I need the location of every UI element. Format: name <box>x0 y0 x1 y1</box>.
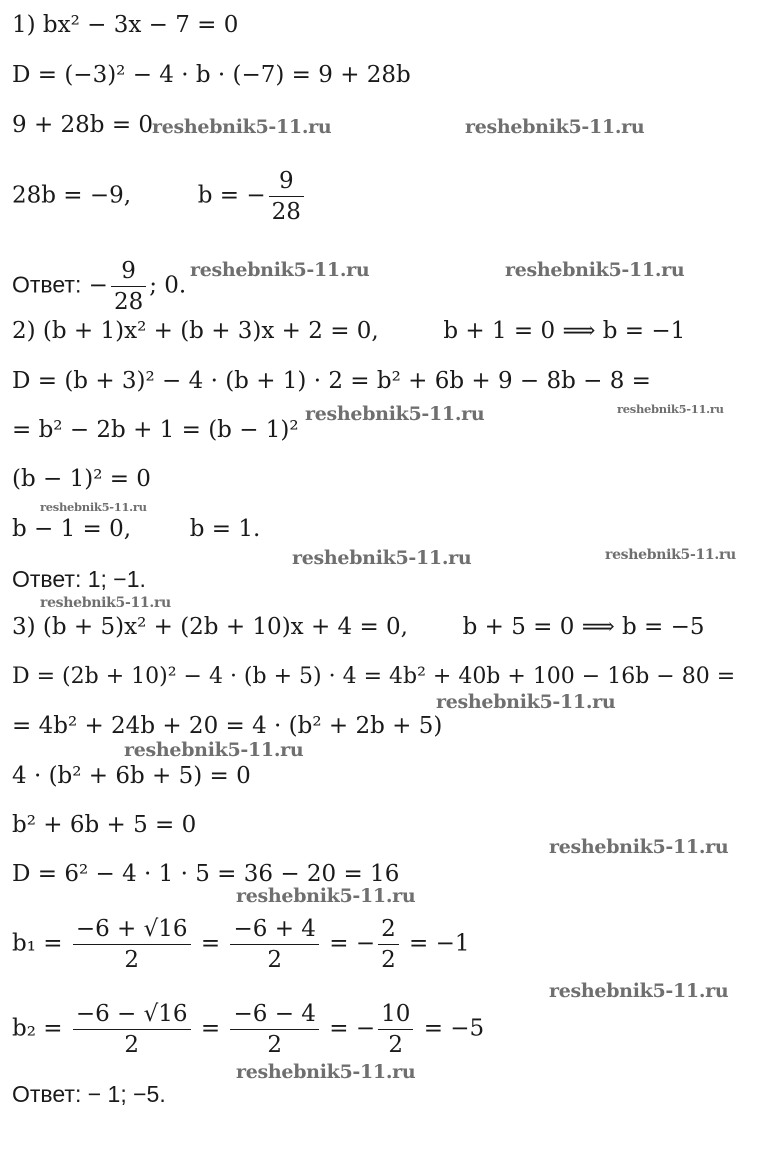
s2-solve-b: b = 1. <box>189 516 261 542</box>
s1-fraction <box>269 166 304 227</box>
s3-b1-row <box>12 914 470 975</box>
s3-b1-den2: 2 <box>267 947 283 973</box>
s3-b1-den1: 2 <box>124 947 140 973</box>
s2-equation <box>12 316 685 346</box>
s2-eq-case: b + 1 = 0 ⟹ b = −1 <box>443 318 686 344</box>
s3-b2-den1: 2 <box>124 1032 140 1058</box>
s2-answer: Ответ: 1; −1. <box>12 566 146 592</box>
s3-quadratic: b² + 6b + 5 = 0 <box>12 812 197 838</box>
watermark: reshebnik5-11.ru <box>236 885 416 907</box>
s1-answer <box>12 256 186 317</box>
s1-answer-neg: − <box>88 272 108 299</box>
s2-eq-main: 2) (b + 1)x² + (b + 3)x + 2 = 0, <box>12 318 379 344</box>
s3-eq-case: b + 5 = 0 ⟹ b = −5 <box>462 614 705 640</box>
watermark: reshebnik5-11.ru <box>436 691 616 713</box>
s3-b2-num2: −6 − 4 <box>230 999 318 1030</box>
s3-b2-den2: 2 <box>267 1032 283 1058</box>
s1-frac-den: 28 <box>271 199 301 225</box>
s1-zero: 9 + 28b = 0 <box>12 112 154 138</box>
s3-b2-den3: 2 <box>388 1032 404 1058</box>
s3-b2-frac2 <box>230 999 318 1060</box>
s3-b1-frac3 <box>378 914 399 975</box>
watermark: reshebnik5-11.ru <box>40 500 147 514</box>
s3-b2-eq2: = <box>200 1015 221 1042</box>
s3-b2-row <box>12 999 484 1060</box>
s1-answer-fraction <box>111 256 146 317</box>
s1-equation: 1) bx² − 3x − 7 = 0 <box>12 12 239 38</box>
s2-discriminant-cont: = b² − 2b + 1 = (b − 1)² <box>12 417 299 443</box>
s3-answer: Ответ: − 1; −5. <box>12 1081 166 1107</box>
s3-b1-num3: 2 <box>378 914 399 945</box>
s1-frac-num: 9 <box>269 166 304 197</box>
watermark: reshebnik5-11.ru <box>549 980 729 1002</box>
s1-answer-label: Ответ: <box>12 271 82 298</box>
s3-b1-num2: −6 + 4 <box>230 914 318 945</box>
watermark: reshebnik5-11.ru <box>236 1061 416 1083</box>
s3-b1-result: = −1 <box>409 930 470 957</box>
s3-b1-eq2: = <box>200 930 221 957</box>
watermark: reshebnik5-11.ru <box>190 259 370 281</box>
s3-b1-lhs: b₁ = <box>12 930 63 957</box>
s3-b2-frac3 <box>378 999 413 1060</box>
s3-b2-num1: −6 − √16 <box>73 999 191 1030</box>
watermark: reshebnik5-11.ru <box>124 739 304 761</box>
s3-b1-num1: −6 + √16 <box>73 914 191 945</box>
s1-solve-b: b = − <box>197 182 266 209</box>
s1-answer-tail: ; 0. <box>149 272 187 299</box>
s3-discriminant-2: D = 6² − 4 · 1 · 5 = 36 − 20 = 16 <box>12 861 400 887</box>
s3-b1-frac2 <box>230 914 318 975</box>
s3-b2-frac1 <box>73 999 191 1060</box>
s2-solve-lhs: b − 1 = 0, <box>12 516 132 542</box>
s3-discriminant-cont: = 4b² + 24b + 20 = 4 · (b² + 2b + 5) <box>12 713 443 739</box>
watermark: reshebnik5-11.ru <box>605 547 736 563</box>
watermark: reshebnik5-11.ru <box>40 595 171 611</box>
watermark: reshebnik5-11.ru <box>505 259 685 281</box>
s2-discriminant: D = (b + 3)² − 4 · (b + 1) · 2 = b² + 6b + 9 − 8b − 8 = <box>12 368 651 394</box>
watermark: reshebnik5-11.ru <box>549 836 729 858</box>
s3-factored: 4 · (b² + 6b + 5) = 0 <box>12 763 251 789</box>
s3-b2-num3: 10 <box>378 999 413 1030</box>
s3-eq-main: 3) (b + 5)x² + (2b + 10)x + 4 = 0, <box>12 614 408 640</box>
s3-b2-result: = −5 <box>423 1015 485 1042</box>
s1-answer-frac-num: 9 <box>111 256 146 287</box>
s3-b2-lhs: b₂ = <box>12 1015 63 1042</box>
watermark: reshebnik5-11.ru <box>617 402 724 416</box>
s3-b1-den3: 2 <box>381 947 396 973</box>
watermark: reshebnik5-11.ru <box>465 116 645 138</box>
watermark: reshebnik5-11.ru <box>152 116 332 138</box>
watermark: reshebnik5-11.ru <box>305 403 485 425</box>
s2-solve <box>12 514 260 544</box>
s3-discriminant: D = (2b + 10)² − 4 · (b + 5) · 4 = 4b² + 40b + 100 − 16b − 80 = <box>12 664 736 689</box>
s1-discriminant: D = (−3)² − 4 · b · (−7) = 9 + 28b <box>12 62 411 88</box>
s1-solve-lhs: 28b = −9, <box>12 182 132 209</box>
watermark: reshebnik5-11.ru <box>292 547 472 569</box>
s1-answer-frac-den: 28 <box>113 289 144 315</box>
s3-b2-eq3: = − <box>329 1015 376 1042</box>
s2-zero: (b − 1)² = 0 <box>12 466 151 492</box>
s3-b1-frac1 <box>73 914 191 975</box>
s3-equation <box>12 612 705 642</box>
s1-solve <box>12 166 307 227</box>
s3-b1-eq3: = − <box>329 930 376 957</box>
